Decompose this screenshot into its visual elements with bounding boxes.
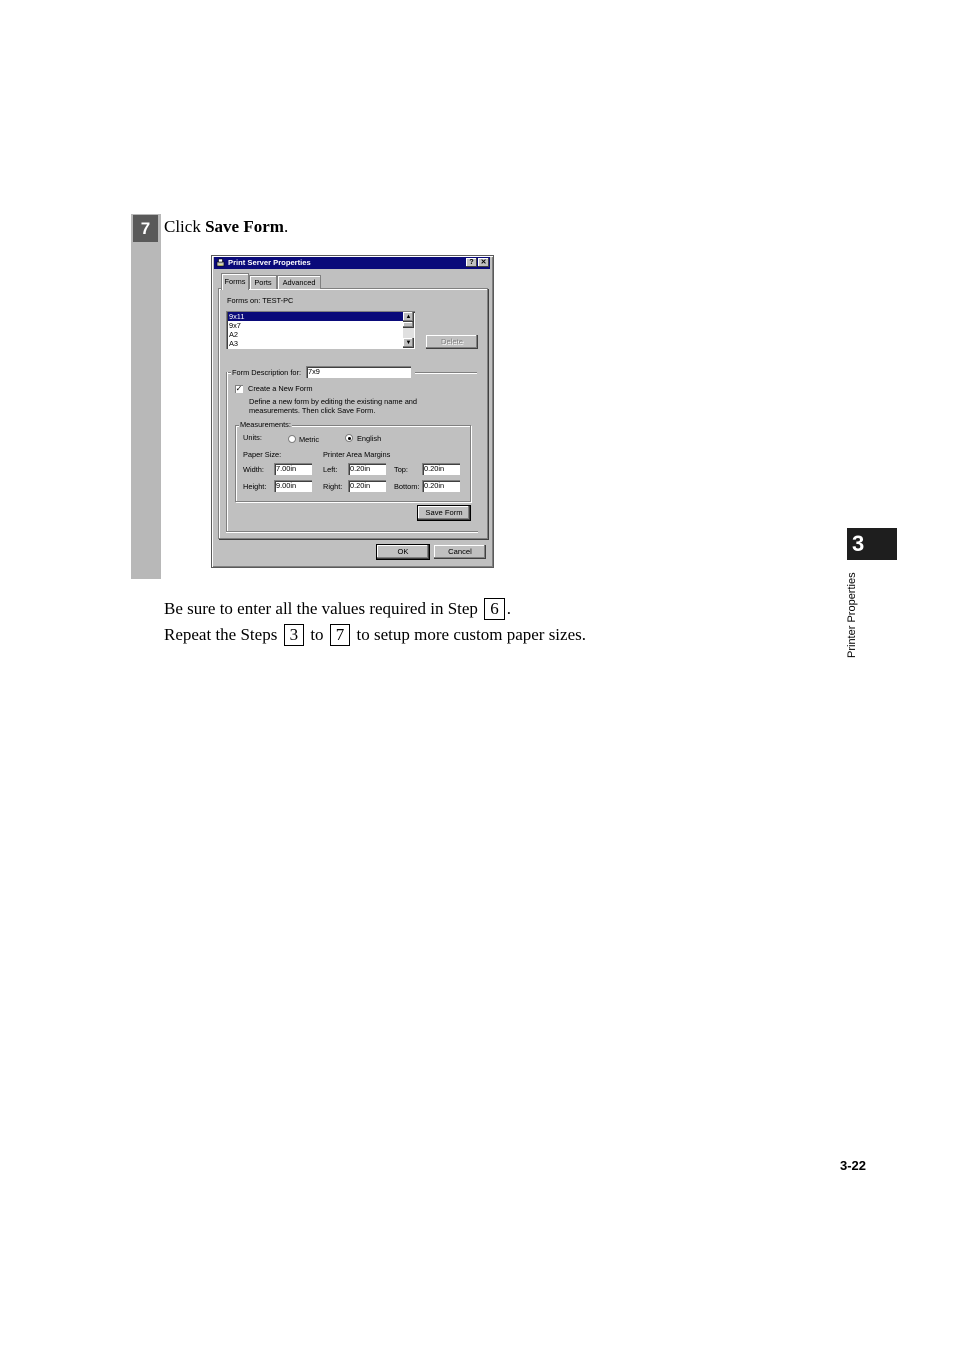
scroll-thumb[interactable]	[403, 322, 414, 328]
top-margin-input[interactable]: 0.20in	[422, 463, 460, 475]
chapter-number-tab: 3	[847, 528, 897, 560]
note-line-1: Be sure to enter all the values required in Step 6 .	[164, 599, 511, 618]
tab-forms[interactable]: Forms	[221, 273, 249, 290]
left-margin-input[interactable]: 0.20in	[348, 463, 386, 475]
group-left-border	[226, 372, 227, 531]
scroll-down-icon[interactable]: ▼	[403, 338, 414, 348]
group-bottom-border	[226, 531, 478, 532]
bottom-margin-input[interactable]: 0.20in	[422, 480, 460, 492]
save-form-button[interactable]: Save Form	[418, 506, 470, 520]
left-label: Left:	[323, 465, 338, 474]
metric-radio[interactable]	[288, 435, 296, 443]
groove-line	[415, 372, 477, 374]
list-item[interactable]: A2	[229, 330, 239, 339]
create-new-form-checkbox[interactable]: ✓	[235, 384, 243, 393]
top-label: Top:	[394, 465, 408, 474]
cancel-button[interactable]: Cancel	[434, 545, 486, 559]
form-description-label: Form Description for:	[232, 368, 301, 377]
step-reference: 3	[284, 624, 305, 646]
instruction-text-line1: Define a new form by editing the existing name and	[249, 397, 418, 406]
groove-line	[227, 372, 231, 374]
page-number: 3-22	[840, 1158, 867, 1173]
printer-margins-label: Printer Area Margins	[323, 450, 391, 459]
units-label: Units:	[243, 433, 262, 442]
height-label: Height:	[243, 482, 267, 491]
scroll-up-icon[interactable]: ▲	[403, 312, 414, 322]
right-label: Right:	[323, 482, 343, 491]
bottom-label: Bottom:	[394, 482, 420, 491]
forms-list-scrollbar[interactable]	[403, 312, 414, 348]
note-line-2: Repeat the Steps 3 to 7 to setup more custom paper sizes.	[164, 625, 586, 644]
measurements-label: Measurements:	[240, 420, 291, 429]
english-radio[interactable]	[345, 434, 353, 442]
tab-advanced[interactable]: Advanced	[277, 275, 321, 289]
forms-on-value: TEST-PC	[262, 296, 294, 305]
dialog-title: Print Server Properties	[228, 258, 311, 267]
step-reference: 6	[484, 598, 505, 620]
ok-button[interactable]: OK	[377, 545, 429, 559]
printer-icon	[216, 258, 225, 267]
help-button[interactable]: ?	[466, 258, 477, 267]
height-input[interactable]: 9.00in	[274, 480, 312, 492]
chapter-title: Printer Properties	[846, 572, 858, 658]
step-reference: 7	[330, 624, 351, 646]
list-item[interactable]: 9x11	[228, 312, 403, 321]
instruction-text-line2: measurements. Then click Save Form.	[249, 406, 376, 415]
step-bold-term: Save Form	[205, 217, 284, 236]
forms-on-label: Forms on: TEST-PC	[227, 296, 294, 305]
delete-button[interactable]: Delete	[426, 335, 478, 349]
paper-size-label: Paper Size:	[243, 450, 282, 459]
form-description-input[interactable]: 7x9	[306, 366, 411, 378]
tab-ports[interactable]: Ports	[249, 275, 277, 289]
right-margin-input[interactable]: 0.20in	[348, 480, 386, 492]
metric-label: Metric	[299, 435, 320, 444]
step-instruction	[164, 217, 288, 237]
english-label: English	[357, 434, 382, 443]
width-input[interactable]: 7.00in	[274, 463, 312, 475]
width-label: Width:	[243, 465, 264, 474]
step-suffix: .	[283, 217, 289, 236]
forms-listbox[interactable]	[226, 311, 415, 349]
step-number-badge: 7	[133, 215, 158, 242]
step-sidebar-bar	[131, 214, 161, 579]
list-item[interactable]: 9x7	[229, 321, 241, 330]
step-prefix: Click	[164, 217, 206, 236]
create-new-form-label: Create a New Form	[248, 384, 313, 393]
close-button[interactable]: ✕	[478, 258, 489, 267]
list-item[interactable]: A3	[229, 339, 239, 348]
